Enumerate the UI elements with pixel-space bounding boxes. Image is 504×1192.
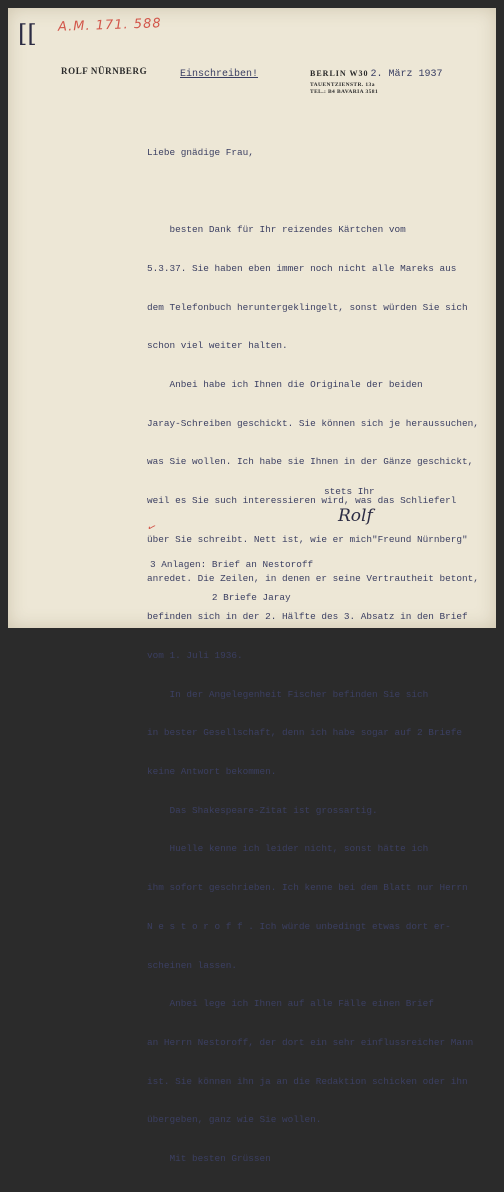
- body-line: Huelle kenne ich leider nicht, sonst hätte ich: [147, 843, 429, 855]
- body-line: Liebe gnädige Frau,: [147, 146, 254, 158]
- body-line: was Sie wollen. Ich habe sie Ihnen in der Gänze geschickt,: [147, 456, 474, 468]
- body-line: übergeben, ganz wie Sie wollen.: [147, 1114, 322, 1126]
- enclosure-line: 3 Anlagen: Brief an Nestoroff: [150, 559, 314, 570]
- letterhead-address-block: [310, 63, 443, 95]
- body-line: [147, 186, 487, 199]
- body-line: Mit besten Grüssen: [147, 1153, 271, 1165]
- check-mark-icon: ✓: [145, 520, 158, 536]
- street-address: TAUENTZIENSTR. 13a: [310, 82, 375, 88]
- sign-off: stets Ihr: [324, 486, 375, 497]
- body-line: keine Antwort bekommen.: [147, 766, 277, 778]
- letter-page: [8, 8, 496, 1165]
- body-line: weil es Sie such interessieren wird, was das Schlieferl: [147, 495, 457, 507]
- city-line: BERLIN W30: [310, 69, 369, 78]
- body-line: an Herrn Nestoroff, der dort ein sehr einflussreicher Mann: [147, 1036, 474, 1048]
- sender-name: ROLF NÜRNBERG: [61, 66, 148, 76]
- body-line: befinden sich in der 2. Hälfte des 3. Absatz in den Brief: [147, 611, 468, 623]
- enclosure-line: 2 Briefe Jaray: [150, 592, 291, 603]
- body-line: schon viel weiter halten.: [147, 340, 288, 352]
- body-line: dem Telefonbuch heruntergeklingelt, sonst würden Sie sich: [147, 301, 468, 313]
- registered-mail-note: Einschreiben!: [180, 69, 259, 80]
- archive-number-mark: A.M. 171. 588: [57, 16, 162, 35]
- body-line: 5.3.37. Sie haben eben immer noch nicht alle Mareks aus: [147, 262, 457, 274]
- phone-number: TEL.: B4 BAVARIA 3581: [310, 89, 379, 95]
- letter-date: 2. März 1937: [370, 69, 443, 80]
- letter-body: [147, 121, 487, 1192]
- body-line: besten Dank für Ihr reizendes Kärtchen vom: [147, 224, 406, 236]
- body-line: ist. Sie können ihn ja an die Redaktion schicken oder ihn: [147, 1075, 468, 1087]
- body-line: vom 1. Juli 1936.: [147, 649, 243, 661]
- body-line: In der Angelegenheit Fischer befinden Sie sich: [147, 688, 429, 700]
- signature: Rolf: [338, 506, 373, 526]
- body-line: Jaray-Schreiben geschickt. Sie können sich je heraussuchen,: [147, 417, 479, 429]
- body-line: scheinen lassen.: [147, 959, 238, 971]
- enclosures-list: [150, 537, 313, 625]
- bracket-mark: [[: [18, 20, 37, 48]
- body-line: Anbei habe ich Ihnen die Originale der beiden: [147, 379, 423, 391]
- body-line: N e s t o r o f f . Ich würde unbedingt etwas dort er-: [147, 920, 451, 932]
- body-line: anredet. Die Zeilen, in denen er seine Vertrautheit betont,: [147, 572, 479, 584]
- body-line: Anbei lege ich Ihnen auf alle Fälle einen Brief: [147, 998, 434, 1010]
- body-line: in bester Gesellschaft, denn ich habe sogar auf 2 Briefe: [147, 727, 463, 739]
- body-line: über Sie schreibt. Nett ist, wie er mich"Freund Nürnberg": [147, 533, 468, 545]
- body-line: Das Shakespeare-Zitat ist grossartig.: [147, 804, 378, 816]
- body-line: ihm sofort geschrieben. Ich kenne bei dem Blatt nur Herrn: [147, 882, 468, 894]
